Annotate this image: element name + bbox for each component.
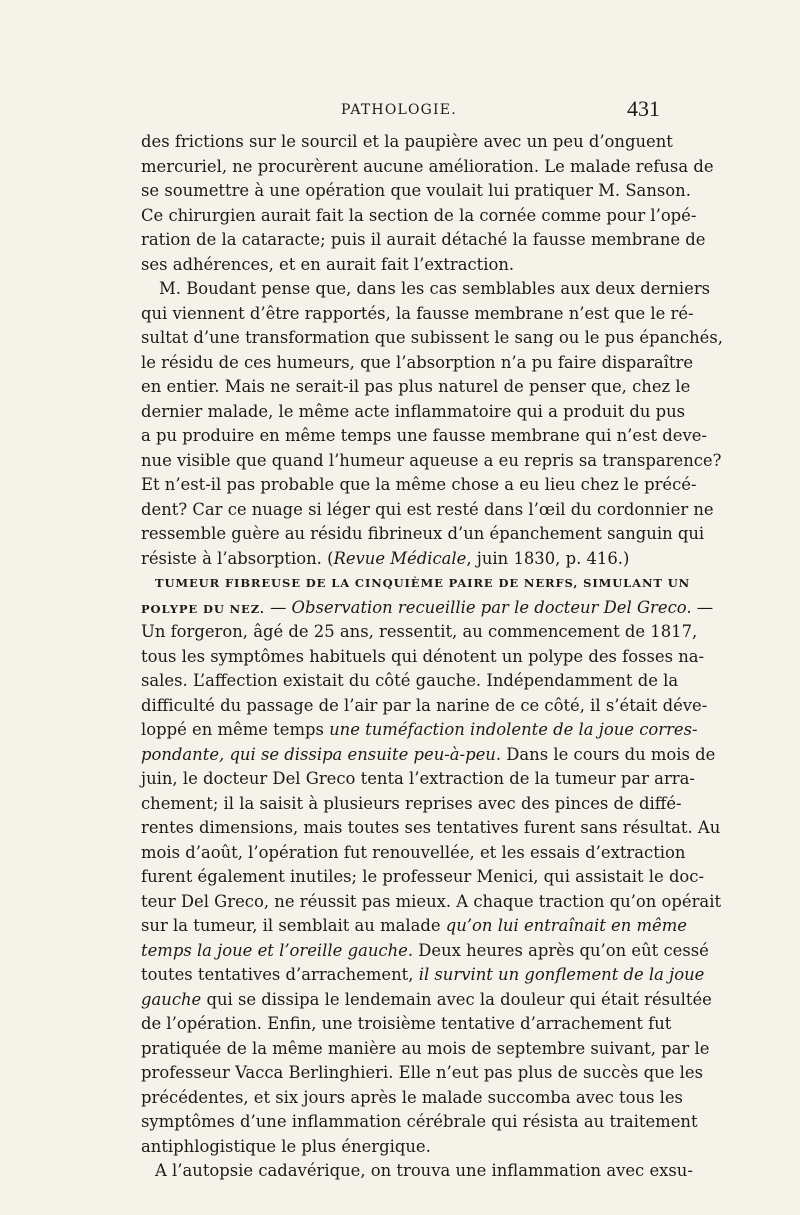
text-line: tous les symptômes habituels qui dénotent un polype des fosses na- <box>141 646 705 666</box>
text-line: teur Del Greco, ne réussit pas mieux. A chaque traction qu’on opérait <box>141 891 722 911</box>
section-heading: TUMEUR FIBREUSE DE LA CINQUIÈME PAIRE DE NERFS, SIMULANT UN <box>155 576 691 590</box>
italic-segment: temps la joue et l’oreille gauche. <box>141 940 414 960</box>
text-line: ration de la cataracte; puis il aurait détaché la fausse membrane de <box>141 230 706 249</box>
text-line: dernier malade, le même acte inflammatoire qui a produit du pus <box>141 401 686 421</box>
text-line: le résidu de ces humeurs, que l’absorption n’a pu faire disparaître <box>141 352 694 372</box>
text-line: Ce chirurgien aurait fait la section de la cornée comme pour l’opé- <box>141 205 697 225</box>
text-segment: Deux heures après qu’on eût cessé <box>413 940 709 960</box>
text-line: précédentes, et six jours après le malade succomba avec tous les <box>141 1087 683 1107</box>
text-line: chement; il la saisit à plusieurs reprises avec des pinces de diffé- <box>141 793 682 813</box>
text-line: mercuriel, ne procurèrent aucune amélioration. Le malade refusa de <box>141 156 714 176</box>
text-segment: toutes tentatives d’arrachement, <box>141 965 419 984</box>
running-head: PATHOLOGIE. <box>341 102 457 118</box>
text-line: Un forgeron, âgé de 25 ans, ressentit, au commencement de 1817, <box>141 622 698 641</box>
heading-dash-end: — <box>691 597 714 617</box>
paragraph-start: M. Boudant pense que, dans les cas semblables aux deux derniers <box>159 279 711 298</box>
text-line <box>141 914 687 939</box>
text-line: a pu produire en même temps une fausse membrane qui n’est deve- <box>141 426 707 445</box>
text-line: nue visible que quand l’humeur aqueuse a eu repris sa transparence? <box>141 450 722 470</box>
text-line: symptômes d’une inflammation cérébrale qui résista au traitement <box>141 1112 698 1131</box>
text-line: difficulté du passage de l’air par la narine de ce côté, il s’était déve- <box>141 695 708 715</box>
text-line: sultat d’une transformation que subissent le sang ou le pus épanchés, <box>141 328 723 347</box>
citation-open: résiste à l’absorption. ( <box>141 548 334 568</box>
journal-title: Revue Médicale <box>333 548 467 568</box>
citation-details: , juin 1830, p. 416.) <box>466 548 630 568</box>
text-line <box>141 939 709 964</box>
italic-segment: une tuméfaction indolente de la joue corres- <box>329 720 698 739</box>
section-heading-cont <box>141 596 714 621</box>
text-line: qui viennent d’être rapportés, la fausse membrane n’est que le ré- <box>141 303 694 323</box>
text-line: dent? Car ce nuage si léger qui est resté dans l’œil du cordonnier ne <box>141 499 714 519</box>
text-segment: loppé en même temps <box>141 720 330 739</box>
text-line <box>141 743 716 768</box>
page-header <box>141 98 658 124</box>
text-segment: sur la tumeur, il semblait au malade <box>141 916 446 935</box>
italic-segment: il survint un gonflement de la joue <box>418 965 705 984</box>
page-number: 431 <box>627 96 660 121</box>
text-line: mois d’août, l’opération fut renouvellée, et les essais d’extraction <box>141 842 686 862</box>
body-text <box>141 130 723 1184</box>
observation-credit: Observation recueillie par le docteur Del Greco. <box>291 597 692 617</box>
text-line: des frictions sur le sourcil et la paupière avec un peu d’onguent <box>141 132 673 151</box>
heading-dash: — <box>264 597 292 617</box>
text-line: sales. L’affection existait du côté gauche. Indépendamment de la <box>141 671 679 690</box>
italic-segment: gauche <box>141 989 202 1009</box>
text-line: en entier. Mais ne serait-il pas plus naturel de penser que, chez le <box>141 377 691 396</box>
text-line: pratiquée de la même manière au mois de septembre suivant, par le <box>141 1038 710 1058</box>
text-line: rentes dimensions, mais toutes ses tentatives furent sans résultat. Au <box>141 818 721 837</box>
text-segment: qui se dissipa le lendemain avec la douleur qui était résultée <box>201 989 712 1009</box>
italic-segment: qu’on lui entraînait en même <box>445 916 687 935</box>
text-line <box>141 547 658 572</box>
text-line: se soumettre à une opération que voulait lui pratiquer M. Sanson. <box>141 181 691 200</box>
section-heading-end: POLYPE DU NEZ. <box>141 601 265 616</box>
text-line: juin, le docteur Del Greco tenta l’extraction de la tumeur par arra- <box>141 769 695 788</box>
paragraph-start: A l’autopsie cadavérique, on trouva une inflammation avec exsu- <box>155 1161 693 1180</box>
text-line <box>141 718 698 743</box>
text-segment: Dans le cours du mois de <box>501 744 716 764</box>
text-line: ressemble guère au résidu fibrineux d’un épanchement sanguin qui <box>141 524 705 543</box>
text-line: antiphlogistique le plus énergique. <box>141 1136 431 1156</box>
text-line: furent également inutiles; le professeur Menici, qui assistait le doc- <box>141 867 705 886</box>
text-line: ses adhérences, et en aurait fait l’extraction. <box>141 254 515 274</box>
text-line <box>141 988 712 1013</box>
text-line: professeur Vacca Berlinghieri. Elle n’eut pas plus de succès que les <box>141 1063 703 1082</box>
text-line <box>141 963 705 988</box>
text-line: de l’opération. Enfin, une troisième tentative d’arrachement fut <box>141 1014 672 1033</box>
italic-segment: pondante, qui se dissipa ensuite peu-à-peu. <box>141 744 502 764</box>
text-line: Et n’est-il pas probable que la même chose a eu lieu chez le précé- <box>141 475 697 494</box>
